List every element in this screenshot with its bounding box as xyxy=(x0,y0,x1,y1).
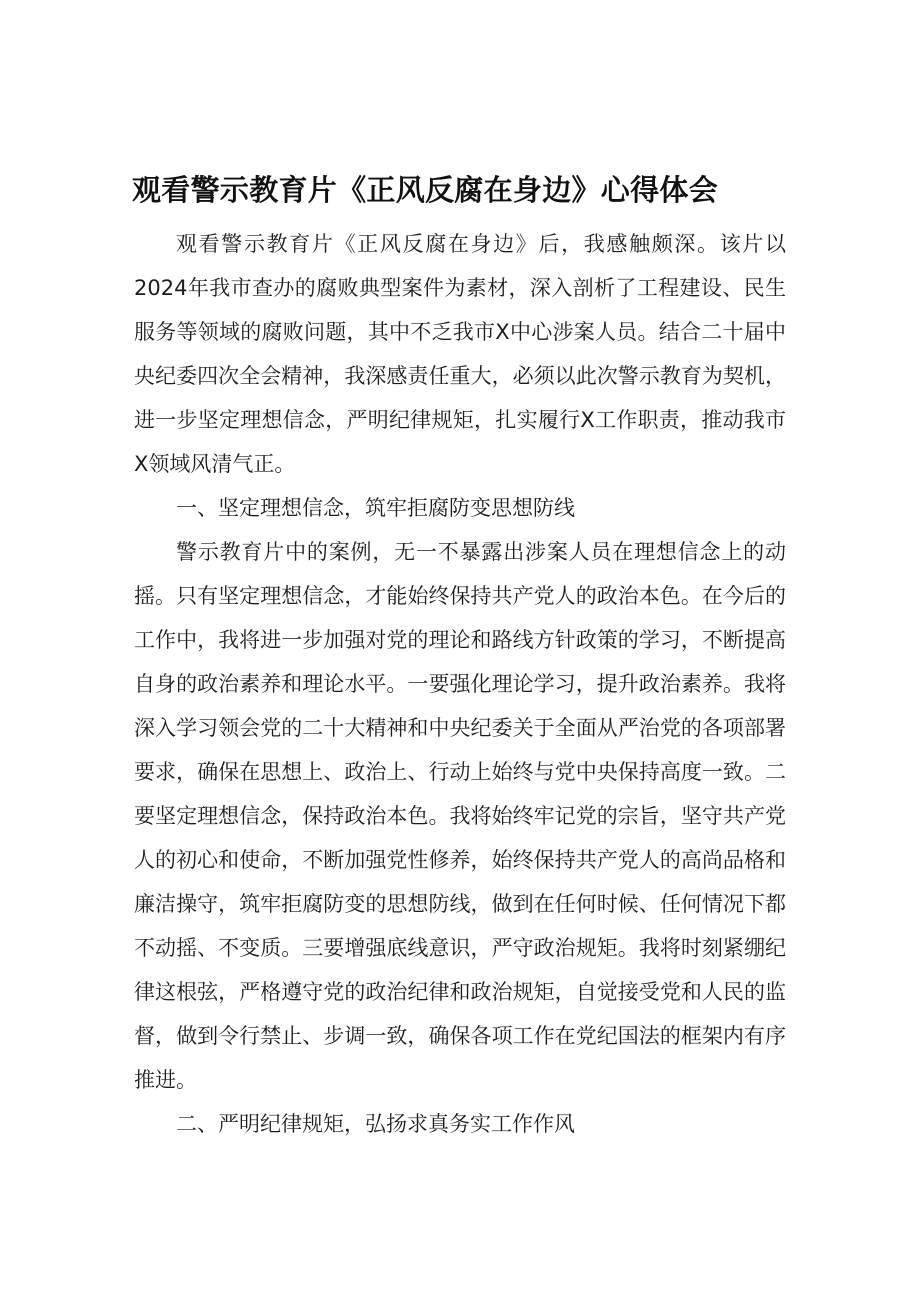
section-1-heading: 一、坚定理想信念，筑牢拒腐防变思想防线 xyxy=(176,496,575,520)
document-title: 观看警示教育片《正风反腐在身边》心得体会 xyxy=(132,173,719,207)
intro-paragraph: 观看警示教育片《正风反腐在身边》后，我感触颇深。该片以2024年我市查办的腐败典型案件为素材，深入剖析了工程建设、民生服务等领域的腐败问题，其中不乏我市X中心涉案人员。结合二十届中央纪委四次全会精神，我深感责任重大，必须以此次警示教育为契机，进一步坚定理想信念，严明纪律规矩，扎实履行X工作职责，推动我市X领域风清气正。 xyxy=(134,232,786,476)
section-2-heading: 二、严明纪律规矩，弘扬求真务实工作作风 xyxy=(176,1112,575,1136)
section-1-body: 警示教育片中的案例，无一不暴露出涉案人员在理想信念上的动摇。只有坚定理想信念，才能始终保持共产党人的政治本色。在今后的工作中，我将进一步加强对党的理论和路线方针政策的学习，不断提高自身的政治素养和理论水平。一要强化理论学习，提升政治素养。我将深入学习领会党的二十大精神和中央纪委关于全面从严治党的各项部署要求，确保在思想上、政治上、行动上始终与党中央保持高度一致。二要坚定理想信念，保持政治本色。我将始终牢记党的宗旨，坚守共产党人的初心和使命，不断加强党性修养，始终保持共产党人的高尚品格和廉洁操守，筑牢拒腐防变的思想防线，做到在任何时候、任何情况下都不动摇、不变质。三要增强底线意识，严守政治规矩。我将时刻紧绷纪律这根弦，严格遵守党的政治纪律和政治规矩，自觉接受党和人民的监督，做到令行禁止、步调一致，确保各项工作在党纪国法的框架内有序推进。 xyxy=(134,540,786,1092)
